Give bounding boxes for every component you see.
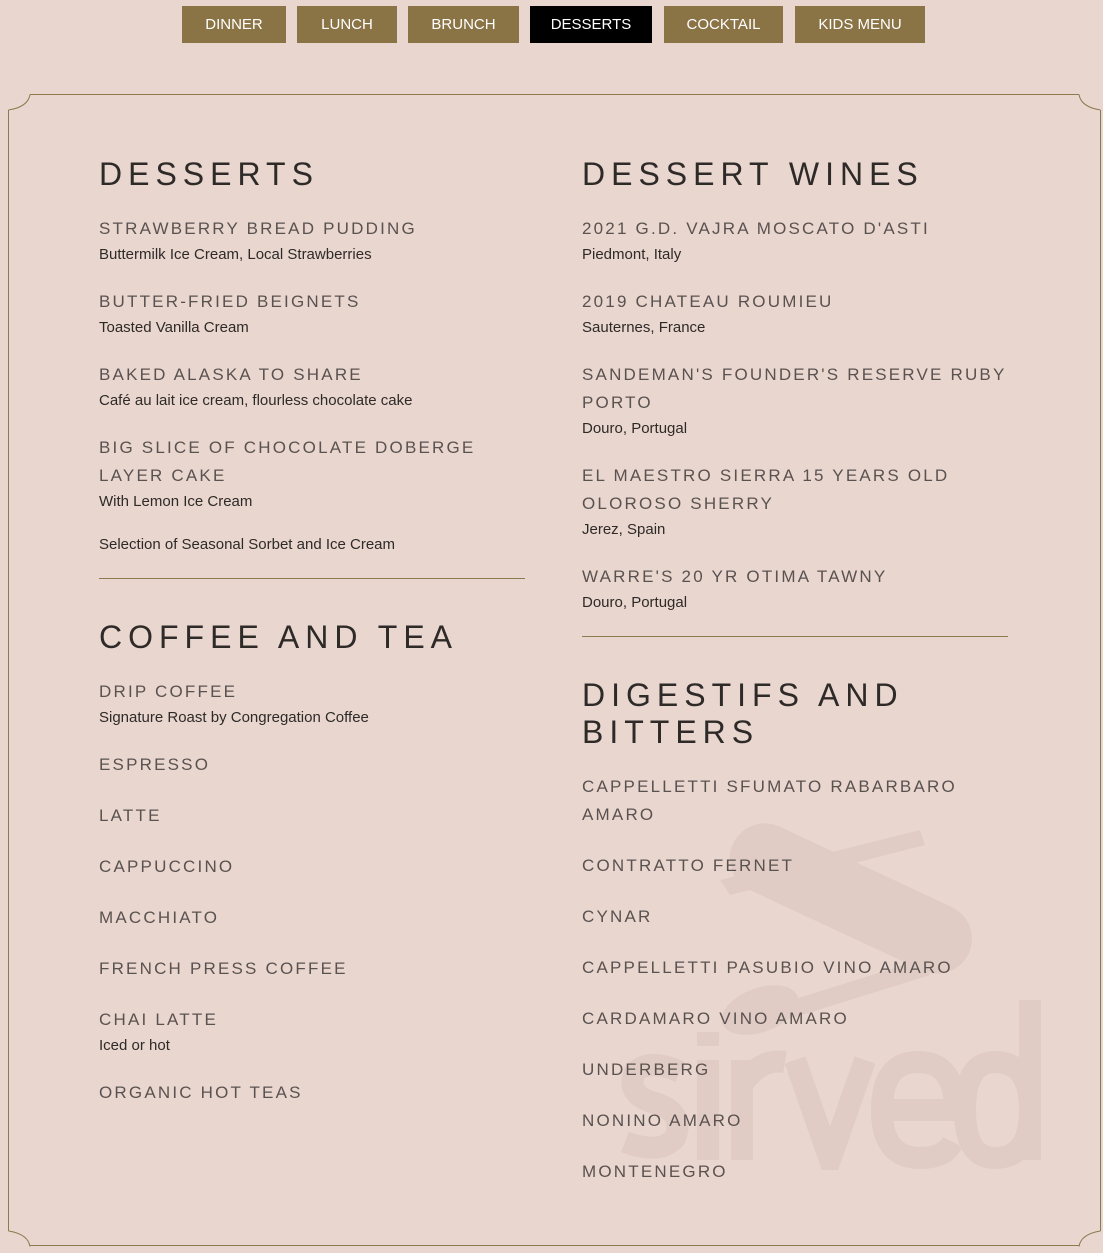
divider xyxy=(582,636,1008,637)
menu-item xyxy=(582,563,1008,613)
item-name: STRAWBERRY BREAD PUDDING xyxy=(99,219,417,238)
item-name: ORGANIC HOT TEAS xyxy=(99,1083,303,1102)
item-name: CARDAMARO VINO AMARO xyxy=(582,1009,849,1028)
section-title-coffee: COFFEE AND TEA xyxy=(99,619,459,655)
item-name: CAPPELLETTI SFUMATO RABARBARO AMARO xyxy=(582,777,957,824)
menu-item xyxy=(582,215,1008,265)
item-name: CAPPUCCINO xyxy=(99,857,235,876)
item-desc: Douro, Portugal xyxy=(582,420,688,437)
section-title-desserts: DESSERTS xyxy=(99,156,319,192)
menu-item xyxy=(99,1006,525,1056)
item-name: ESPRESSO xyxy=(99,755,211,774)
menu-item xyxy=(582,1107,1008,1135)
menu-item xyxy=(99,802,525,830)
item-name: BIG SLICE OF CHOCOLATE DOBERGE LAYER CAKE xyxy=(99,438,476,485)
menu-item xyxy=(582,1005,1008,1033)
item-name: CYNAR xyxy=(582,907,653,926)
item-name: 2021 G.D. VAJRA MOSCATO D'ASTI xyxy=(582,219,930,238)
item-desc: Sauternes, France xyxy=(582,319,706,336)
item-name: LATTE xyxy=(99,806,162,825)
item-desc: Douro, Portugal xyxy=(582,594,688,611)
menu-item xyxy=(99,955,525,983)
item-name: SANDEMAN'S FOUNDER'S RESERVE RUBY PORTO xyxy=(582,365,1007,412)
menu-item xyxy=(99,904,525,932)
item-desc: With Lemon Ice Cream xyxy=(99,493,253,510)
menu-item xyxy=(582,852,1008,880)
item-name: NONINO AMARO xyxy=(582,1111,743,1130)
menu-item xyxy=(582,288,1008,338)
menu-item xyxy=(99,853,525,881)
item-name: MACCHIATO xyxy=(99,908,220,927)
menu-item xyxy=(99,434,525,512)
item-desc: Iced or hot xyxy=(99,1037,170,1054)
item-desc: Café au lait ice cream, flourless chocolate cake xyxy=(99,392,413,409)
item-name: WARRE'S 20 YR OTIMA TAWNY xyxy=(582,567,888,586)
item-name: BAKED ALASKA TO SHARE xyxy=(99,365,363,384)
tab-desserts[interactable]: DESSERTS xyxy=(530,6,652,43)
menu-item xyxy=(99,215,525,265)
menu-item xyxy=(582,462,1008,540)
item-name: CHAI LATTE xyxy=(99,1010,218,1029)
item-name: MONTENEGRO xyxy=(582,1162,728,1181)
tab-lunch[interactable]: LUNCH xyxy=(297,6,397,43)
item-desc: Selection of Seasonal Sorbet and Ice Cream xyxy=(99,536,396,553)
item-desc: Signature Roast by Congregation Coffee xyxy=(99,709,369,726)
menu-item xyxy=(99,678,525,728)
right-column xyxy=(582,156,1008,1209)
item-desc: Piedmont, Italy xyxy=(582,246,682,263)
item-name: BUTTER-FRIED BEIGNETS xyxy=(99,292,361,311)
item-name: 2019 CHATEAU ROUMIEU xyxy=(582,292,834,311)
item-name: CAPPELLETTI PASUBIO VINO AMARO xyxy=(582,958,953,977)
menu-item xyxy=(582,361,1008,439)
item-name: EL MAESTRO SIERRA 15 YEARS OLD OLOROSO SHERRY xyxy=(582,466,950,513)
menu-item xyxy=(582,1158,1008,1186)
menu-item xyxy=(582,1056,1008,1084)
left-column xyxy=(99,156,525,1130)
menu-item xyxy=(99,535,525,555)
tab-kids-menu[interactable]: KIDS MENU xyxy=(795,6,925,43)
menu-item xyxy=(99,361,525,411)
item-name: UNDERBERG xyxy=(582,1060,711,1079)
tab-cocktail[interactable]: COCKTAIL xyxy=(664,6,783,43)
item-desc: Buttermilk Ice Cream, Local Strawberries xyxy=(99,246,372,263)
section-title-dessert-wines: DESSERT WINES xyxy=(582,156,924,192)
menu-item xyxy=(582,773,1008,829)
item-name: CONTRATTO FERNET xyxy=(582,856,795,875)
menu-item xyxy=(99,1079,525,1107)
tab-dinner[interactable]: DINNER xyxy=(182,6,286,43)
item-desc: Toasted Vanilla Cream xyxy=(99,319,249,336)
menu-item xyxy=(99,751,525,779)
item-name: DRIP COFFEE xyxy=(99,682,238,701)
menu-item xyxy=(99,288,525,338)
item-desc: Jerez, Spain xyxy=(582,521,666,538)
section-title-digestifs: DIGESTIFS AND BITTERS xyxy=(582,677,904,750)
menu-item xyxy=(582,954,1008,982)
menu-item xyxy=(582,903,1008,931)
divider xyxy=(99,578,525,579)
item-name: FRENCH PRESS COFFEE xyxy=(99,959,348,978)
tab-brunch[interactable]: BRUNCH xyxy=(408,6,519,43)
